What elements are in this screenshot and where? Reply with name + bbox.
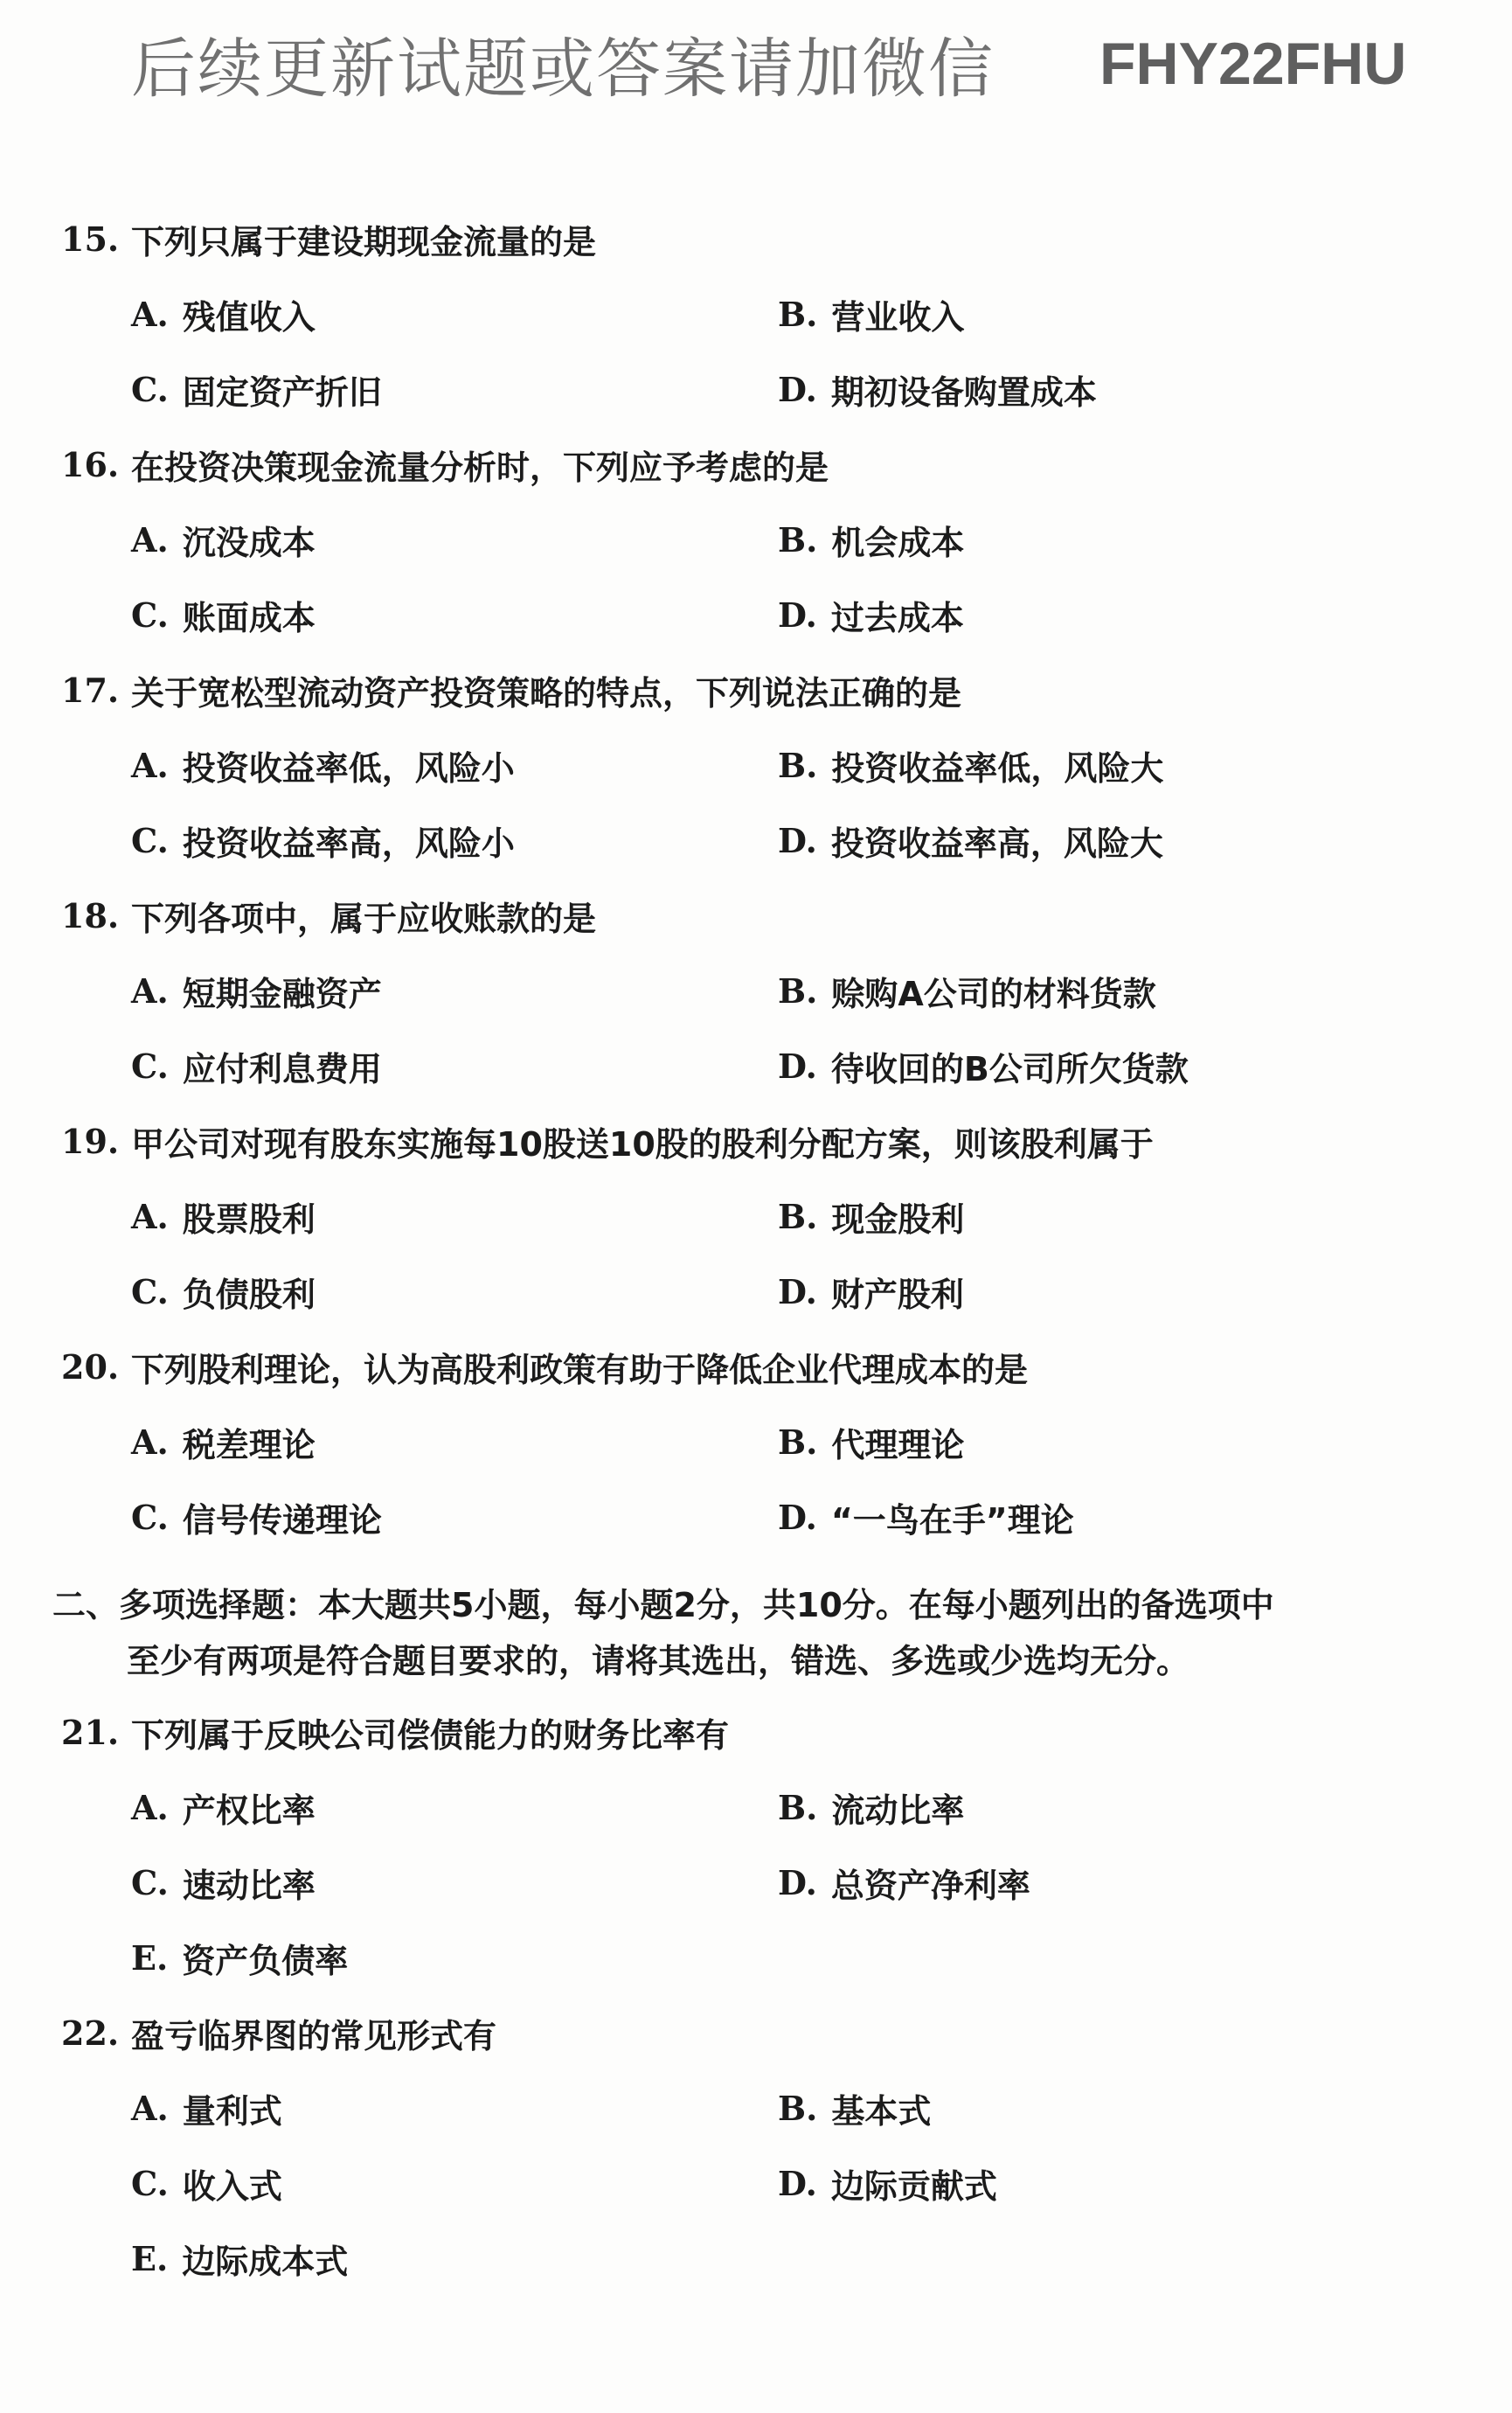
option-b xyxy=(778,2070,931,2145)
option-letter: A. xyxy=(131,1787,169,1827)
option-row xyxy=(0,1479,1512,1554)
option-letter: B. xyxy=(778,2088,818,2128)
option-row xyxy=(0,1770,1512,1845)
option-a xyxy=(131,953,382,1028)
question-stem xyxy=(0,1995,1512,2070)
option-text: 期初设备购置成本 xyxy=(830,372,1097,412)
question-stem xyxy=(0,1329,1512,1404)
option-text: 投资收益率高，风险大 xyxy=(830,824,1163,863)
option-text: 股票股利 xyxy=(182,1200,316,1239)
option-c xyxy=(131,1845,316,1920)
option-c xyxy=(131,1028,382,1103)
question-number: 15. xyxy=(61,219,120,259)
option-text: 边际成本式 xyxy=(182,2242,349,2281)
option-letter: D. xyxy=(778,1862,817,1902)
option-letter: D. xyxy=(778,1046,817,1086)
option-text: 短期金融资产 xyxy=(182,974,382,1013)
option-b xyxy=(778,1770,964,1845)
option-row xyxy=(0,803,1512,878)
option-text: 残值收入 xyxy=(182,297,316,337)
option-text: 应付利息费用 xyxy=(182,1049,382,1088)
option-text: 总资产净利率 xyxy=(830,1866,1030,1905)
option-letter: A. xyxy=(131,970,169,1011)
watermark-banner xyxy=(131,16,1442,112)
option-text: 投资收益率低，风险小 xyxy=(182,748,515,788)
option-row xyxy=(0,1179,1512,1254)
option-d xyxy=(778,1479,1074,1554)
option-letter: C. xyxy=(131,1046,169,1086)
question-number: 20. xyxy=(61,1346,120,1387)
option-row xyxy=(0,1028,1512,1103)
question-number: 16. xyxy=(61,444,120,484)
option-row xyxy=(0,1404,1512,1479)
option-text: 赊购A公司的材料货款 xyxy=(831,974,1156,1013)
question-stem xyxy=(0,1694,1512,1770)
question-stem xyxy=(0,201,1512,276)
option-letter: A. xyxy=(131,745,169,785)
option-text: 机会成本 xyxy=(831,523,965,562)
option-a xyxy=(131,727,515,803)
option-row xyxy=(0,2221,1512,2296)
question-stem xyxy=(0,878,1512,953)
question-22 xyxy=(0,1995,1512,2296)
option-a xyxy=(131,2070,282,2145)
option-b xyxy=(778,953,1156,1028)
option-letter: D. xyxy=(778,369,817,409)
option-c xyxy=(131,351,382,427)
option-b xyxy=(778,276,964,351)
option-letter: C. xyxy=(131,820,169,860)
option-text: 账面成本 xyxy=(182,598,316,637)
option-text: 收入式 xyxy=(182,2166,282,2206)
question-number: 17. xyxy=(61,670,120,710)
option-d xyxy=(778,1254,964,1329)
question-stem xyxy=(0,427,1512,502)
question-text: 盈亏临界图的常见形式有 xyxy=(131,2016,497,2055)
question-20 xyxy=(0,1329,1512,1554)
option-a xyxy=(131,276,316,351)
option-letter: B. xyxy=(778,1422,818,1462)
option-text: 投资收益率低，风险大 xyxy=(831,748,1164,788)
option-letter: A. xyxy=(131,519,169,560)
option-letter: E. xyxy=(131,2238,169,2278)
option-a xyxy=(131,502,316,577)
option-letter: A. xyxy=(131,294,169,334)
option-letter: D. xyxy=(778,595,817,635)
option-a xyxy=(131,1404,316,1479)
option-d xyxy=(778,1845,1030,1920)
question-19 xyxy=(0,1103,1512,1329)
question-text: 下列只属于建设期现金流量的是 xyxy=(131,222,597,261)
option-text: 投资收益率高，风险小 xyxy=(182,824,515,863)
question-text: 在投资决策现金流量分析时，下列应予考虑的是 xyxy=(131,448,829,487)
option-a xyxy=(131,1770,316,1845)
option-row xyxy=(0,502,1512,577)
option-c xyxy=(131,1479,382,1554)
option-d xyxy=(778,1028,1189,1103)
option-letter: B. xyxy=(778,519,818,560)
option-letter: B. xyxy=(778,294,818,334)
question-text: 甲公司对现有股东实施每10股送10股的股利分配方案，则该股利属于 xyxy=(131,1124,1154,1164)
option-text: 量利式 xyxy=(182,2091,282,2131)
option-c xyxy=(131,577,316,652)
option-text: 产权比率 xyxy=(182,1791,316,1830)
option-text: 过去成本 xyxy=(830,598,964,637)
option-row xyxy=(0,953,1512,1028)
option-letter: B. xyxy=(778,1196,818,1236)
question-number: 22. xyxy=(61,2013,120,2053)
option-c xyxy=(131,2145,282,2221)
option-row xyxy=(0,2070,1512,2145)
option-row xyxy=(0,2145,1512,2221)
option-row xyxy=(0,727,1512,803)
option-row xyxy=(0,1920,1512,1995)
option-d xyxy=(778,577,964,652)
question-text: 下列各项中，属于应收账款的是 xyxy=(131,899,597,938)
option-row xyxy=(0,1254,1512,1329)
question-number: 21. xyxy=(61,1712,120,1752)
option-letter: A. xyxy=(131,1196,169,1236)
option-letter: A. xyxy=(131,2088,169,2128)
question-number: 18. xyxy=(61,895,120,935)
option-d xyxy=(778,2145,997,2221)
question-17 xyxy=(0,652,1512,878)
option-letter: D. xyxy=(778,1271,817,1311)
option-c xyxy=(131,1254,316,1329)
question-21 xyxy=(0,1694,1512,1995)
option-letter: C. xyxy=(131,2163,169,2203)
option-row xyxy=(0,1845,1512,1920)
option-text: 速动比率 xyxy=(182,1866,316,1905)
option-d xyxy=(778,351,1097,427)
option-b xyxy=(778,727,1163,803)
option-text: 边际贡献式 xyxy=(830,2166,997,2206)
option-letter: A. xyxy=(131,1422,169,1462)
option-text: 财产股利 xyxy=(830,1275,964,1314)
question-text: 关于宽松型流动资产投资策略的特点，下列说法正确的是 xyxy=(131,673,962,713)
question-stem xyxy=(0,652,1512,727)
option-letter: C. xyxy=(131,595,169,635)
option-d xyxy=(778,803,1163,878)
option-letter: E. xyxy=(131,1937,169,1978)
option-letter: D. xyxy=(778,820,817,860)
exam-content xyxy=(0,201,1512,2296)
banner-text: 后续更新试题或答案请加微信 xyxy=(131,31,995,107)
option-text: 固定资产折旧 xyxy=(182,372,382,412)
question-text: 下列属于反映公司偿债能力的财务比率有 xyxy=(131,1715,730,1755)
option-text: 基本式 xyxy=(831,2091,932,2131)
option-row xyxy=(0,577,1512,652)
option-text: 营业收入 xyxy=(831,297,965,337)
option-b xyxy=(778,1179,964,1254)
option-row xyxy=(0,276,1512,351)
option-letter: B. xyxy=(778,1787,818,1827)
option-b xyxy=(778,502,964,577)
option-letter: C. xyxy=(131,1271,169,1311)
option-letter: D. xyxy=(778,1497,817,1537)
option-letter: B. xyxy=(778,745,818,785)
option-row xyxy=(0,351,1512,427)
question-15 xyxy=(0,201,1512,427)
option-letter: C. xyxy=(131,1862,169,1902)
section-heading-multiple-choice xyxy=(0,1574,1512,1686)
option-text: “一鸟在手”理论 xyxy=(830,1500,1074,1540)
section-heading-line: 二、多项选择题：本大题共5小题，每小题2分，共10分。在每小题列出的备选项中 xyxy=(52,1585,1274,1624)
option-text: 代理理论 xyxy=(831,1425,965,1464)
option-text: 税差理论 xyxy=(182,1425,316,1464)
option-letter: C. xyxy=(131,1497,169,1537)
option-b xyxy=(778,1404,964,1479)
question-16 xyxy=(0,427,1512,652)
question-18 xyxy=(0,878,1512,1103)
option-e xyxy=(131,1920,348,1995)
option-text: 待收回的B公司所欠货款 xyxy=(830,1049,1189,1088)
option-letter: D. xyxy=(778,2163,817,2203)
option-text: 沉没成本 xyxy=(182,523,316,562)
option-letter: C. xyxy=(131,369,169,409)
option-a xyxy=(131,1179,316,1254)
option-text: 资产负债率 xyxy=(182,1941,349,1980)
question-number: 19. xyxy=(61,1121,120,1161)
question-text: 下列股利理论，认为高股利政策有助于降低企业代理成本的是 xyxy=(131,1350,1029,1389)
banner-code: FHY22FHU xyxy=(1099,31,1407,97)
option-e xyxy=(131,2221,348,2296)
question-stem xyxy=(0,1103,1512,1179)
option-c xyxy=(131,803,515,878)
option-text: 负债股利 xyxy=(182,1275,316,1314)
option-text: 流动比率 xyxy=(831,1791,965,1830)
option-text: 现金股利 xyxy=(831,1200,965,1239)
option-letter: B. xyxy=(778,970,818,1011)
section-heading-line: 至少有两项是符合题目要求的，请将其选出，错选、多选或少选均无分。 xyxy=(127,1641,1190,1680)
option-text: 信号传递理论 xyxy=(182,1500,382,1540)
